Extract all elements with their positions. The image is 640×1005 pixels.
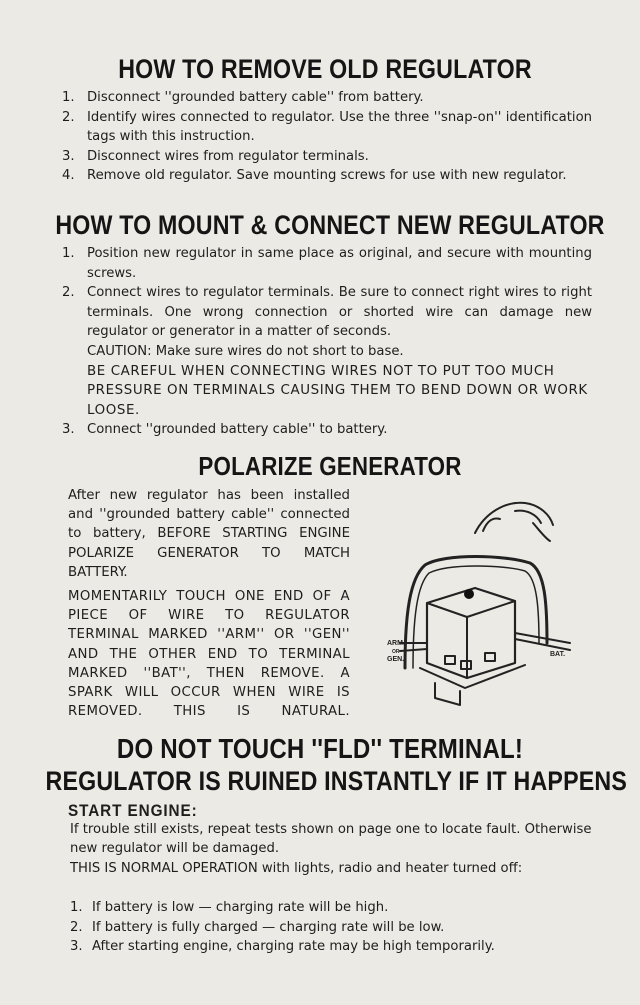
list-item <box>62 108 592 147</box>
polarize-intro-text: After new regulator has been installed and ''grounded battery cable'' connected to battery, BEFORE STARTING ENGINE POLARIZE GENERATOR TO MATCH BATTERY. <box>68 488 350 580</box>
warning-line-2: REGULATOR IS RUINED INSTANTLY IF IT HAPPENS <box>45 766 628 796</box>
polarize-intro-paragraph <box>68 486 350 582</box>
list-item <box>62 283 592 420</box>
step-text: Connect wires to regulator terminals. Be sure to connect right wires to right terminals. One wrong connection or shorted wire can damage new regulator or generator in a matter of seconds. <box>87 285 592 340</box>
step-number: 1. <box>62 90 75 105</box>
list-item <box>62 147 592 167</box>
polarize-instruction-paragraph <box>68 587 350 721</box>
polarize-instruction-text: MOMENTARILY TOUCH ONE END OF A PIECE OF WIRE TO REGULATOR TERMINAL MARKED ''ARM'' OR ''GEN'' AND THE OTHER END TO TERMINAL MARKED ''BAT'', THEN REMOVE. A SPARK WILL OCCUR WHEN WIRE IS REMOVED. THIS IS NATURAL. <box>68 589 350 720</box>
step-text: Position new regulator in same place as original, and secure with mounting screws. <box>87 246 592 281</box>
regulator-illustration <box>365 493 610 708</box>
charging-notes-list <box>70 898 590 957</box>
step-number: 1. <box>62 246 75 261</box>
list-item <box>62 88 592 108</box>
bat-label: BAT. <box>550 651 566 658</box>
step-number: 2. <box>62 109 75 125</box>
step-text: Connect ''grounded battery cable'' to battery. <box>87 422 388 438</box>
remove-regulator-heading: HOW TO REMOVE OLD REGULATOR <box>118 54 532 84</box>
item-text: If battery is low — charging rate will be high. <box>92 900 389 915</box>
caution-text: CAUTION: Make sure wires do not short to base. <box>87 343 404 359</box>
step-text: Disconnect wires from regulator terminals. <box>87 148 369 164</box>
mount-steps-list <box>62 244 592 440</box>
step-number: 3. <box>62 148 75 164</box>
or-label: OR <box>392 649 400 655</box>
list-item <box>70 898 590 918</box>
list-item <box>62 420 592 440</box>
list-item <box>62 166 592 186</box>
trouble-paragraph: If trouble still exists, repeat tests shown on page one to locate fault. Otherwise new regulator will be damaged. <box>70 822 592 857</box>
item-text: If battery is fully charged — charging rate will be low. <box>92 919 445 935</box>
gen-label: GEN. <box>387 656 405 663</box>
step-text: Remove old regulator. Save mounting screws for use with new regulator. <box>87 168 567 184</box>
list-item <box>70 937 590 957</box>
step-number: 4. <box>62 168 75 184</box>
start-engine-text <box>70 820 598 878</box>
list-item <box>62 244 592 283</box>
polarize-heading: POLARIZE GENERATOR <box>198 451 462 481</box>
start-engine-heading: START ENGINE: <box>68 801 198 820</box>
list-item <box>70 918 590 938</box>
warning-line-1: DO NOT TOUCH ''FLD'' TERMINAL! <box>116 733 524 764</box>
item-number: 1. <box>70 900 83 915</box>
terminal-dot <box>464 589 474 599</box>
hand-outline <box>475 503 553 533</box>
item-number: 2. <box>70 919 83 935</box>
item-number: 3. <box>70 939 83 955</box>
mount-regulator-heading: HOW TO MOUNT & CONNECT NEW REGULATOR <box>55 210 605 240</box>
item-text: After starting engine, charging rate may be high temporarily. <box>92 939 495 955</box>
remove-steps-list <box>62 88 592 186</box>
step-number: 3. <box>62 422 75 438</box>
step-number: 2. <box>62 285 75 301</box>
step-text: Identify wires connected to regulator. Use the three ''snap-on'' identification tags with this instruction. <box>87 109 592 145</box>
arm-label: ARM. <box>387 640 405 647</box>
normal-operation-paragraph: THIS IS NORMAL OPERATION with lights, radio and heater turned off: <box>70 860 523 876</box>
step-text: Disconnect ''grounded battery cable'' from battery. <box>87 90 424 105</box>
careful-text: BE CAREFUL WHEN CONNECTING WIRES NOT TO PUT TOO MUCH PRESSURE ON TERMINALS CAUSING THEM TO BEND DOWN OR WORK LOOSE. <box>87 363 588 418</box>
